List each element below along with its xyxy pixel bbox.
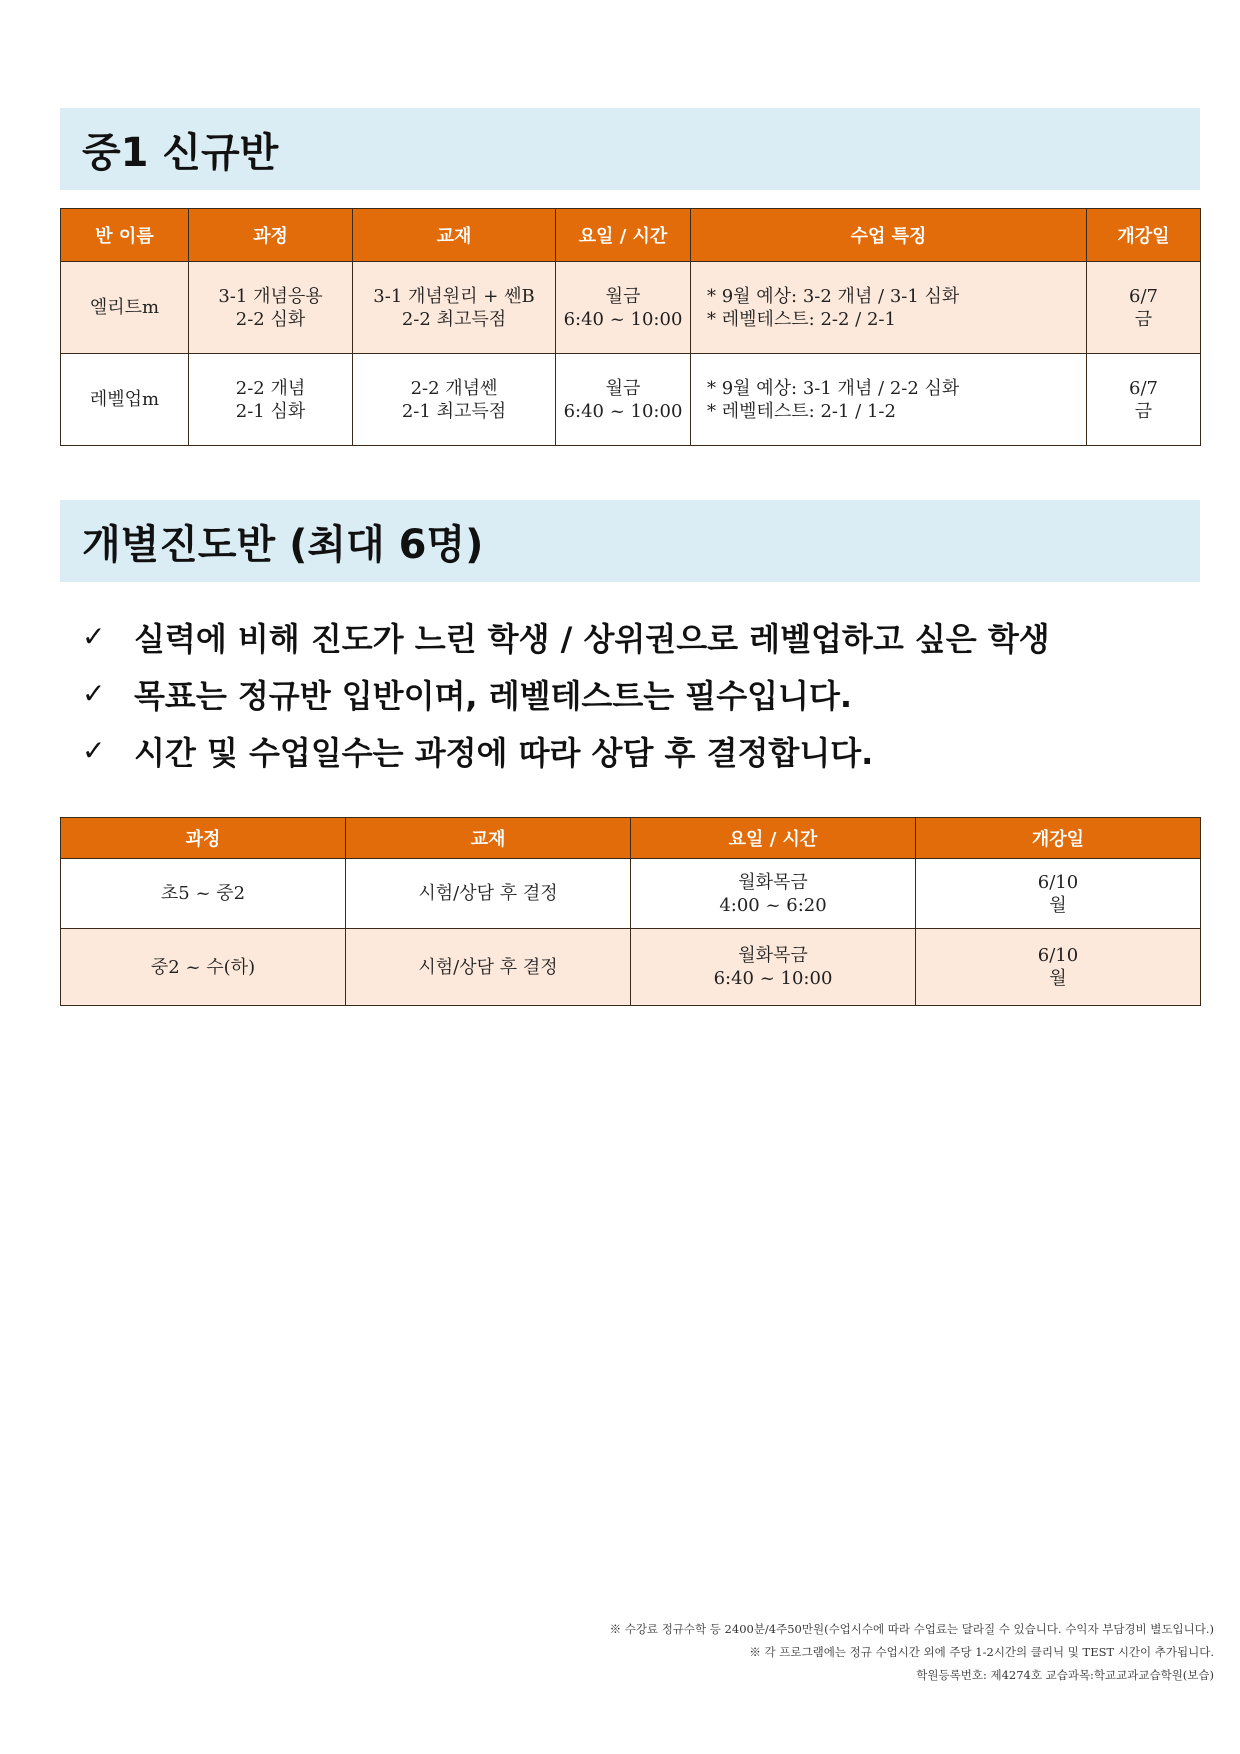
schedule: 월금 6:40 ~ 10:00 <box>556 262 691 354</box>
textbook: 시험/상담 후 결정 <box>346 859 631 929</box>
bullet-text: 목표는 정규반 입반이며, 레벨테스트는 필수입니다. <box>134 676 853 715</box>
footer-clinic-note: ※ 각 프로그램에는 정규 수업시간 외에 주당 1-2시간의 클리닉 및 TEST 시간이 추가됩니다. <box>749 1645 1214 1659</box>
schedule: 월금 6:40 ~ 10:00 <box>556 354 691 446</box>
start-date: 6/10 월 <box>916 859 1201 929</box>
table-row <box>61 929 1201 1006</box>
schedule: 월화목금 4:00 ~ 6:20 <box>631 859 916 929</box>
class-name: 엘리트m <box>61 262 189 354</box>
start-date: 6/7 금 <box>1087 354 1201 446</box>
header-features: 수업 특징 <box>691 209 1087 262</box>
info-bullet-list <box>82 608 1050 779</box>
checkmark-icon: ✓ <box>82 734 106 767</box>
bullet-text: 실력에 비해 진도가 느린 학생 / 상위권으로 레벨업하고 싶은 학생 <box>134 619 1050 658</box>
table-row <box>61 859 1201 929</box>
section-title-new-class: 중1 신규반 <box>60 108 1200 190</box>
checkmark-icon: ✓ <box>82 620 106 653</box>
list-item <box>82 722 1050 779</box>
section-title-individual-class: 개별진도반 (최대 6명) <box>60 500 1200 582</box>
class-name: 레벨업m <box>61 354 189 446</box>
checkmark-icon: ✓ <box>82 677 106 710</box>
footer-tuition-note: ※ 수강료 정규수학 등 2400분/4주50만원(수업시수에 따라 수업료는 달라질 수 있습니다. 수익자 부담경비 별도입니다.) <box>609 1622 1214 1636</box>
table-header-row <box>61 818 1201 859</box>
list-item <box>82 665 1050 722</box>
header-course: 과정 <box>189 209 353 262</box>
header-start-date: 개강일 <box>916 818 1201 859</box>
new-class-table <box>60 208 1201 446</box>
header-textbook: 교재 <box>346 818 631 859</box>
footer-registration: 학원등록번호: 제4274호 교습과목:학교교과교습학원(보습) <box>916 1668 1214 1682</box>
course: 초5 ~ 중2 <box>61 859 346 929</box>
textbook: 3-1 개념원리 + 쎈B 2-2 최고득점 <box>353 262 556 354</box>
header-start-date: 개강일 <box>1087 209 1201 262</box>
table-row <box>61 262 1201 354</box>
textbook: 시험/상담 후 결정 <box>346 929 631 1006</box>
header-textbook: 교재 <box>353 209 556 262</box>
header-course: 과정 <box>61 818 346 859</box>
start-date: 6/7 금 <box>1087 262 1201 354</box>
table-row <box>61 354 1201 446</box>
header-schedule: 요일 / 시간 <box>631 818 916 859</box>
features: * 9월 예상: 3-1 개념 / 2-2 심화 * 레벨테스트: 2-1 / 1-2 <box>691 354 1087 446</box>
list-item <box>82 608 1050 665</box>
header-class-name: 반 이름 <box>61 209 189 262</box>
start-date: 6/10 월 <box>916 929 1201 1006</box>
individual-class-table <box>60 817 1201 1006</box>
course: 중2 ~ 수(하) <box>61 929 346 1006</box>
header-schedule: 요일 / 시간 <box>556 209 691 262</box>
table-header-row <box>61 209 1201 262</box>
textbook: 2-2 개념쎈 2-1 최고득점 <box>353 354 556 446</box>
bullet-text: 시간 및 수업일수는 과정에 따라 상담 후 결정합니다. <box>134 733 874 772</box>
features: * 9월 예상: 3-2 개념 / 3-1 심화 * 레벨테스트: 2-2 / 2-1 <box>691 262 1087 354</box>
course: 2-2 개념 2-1 심화 <box>189 354 353 446</box>
footer-notes <box>610 1618 1214 1687</box>
course: 3-1 개념응용 2-2 심화 <box>189 262 353 354</box>
schedule: 월화목금 6:40 ~ 10:00 <box>631 929 916 1006</box>
